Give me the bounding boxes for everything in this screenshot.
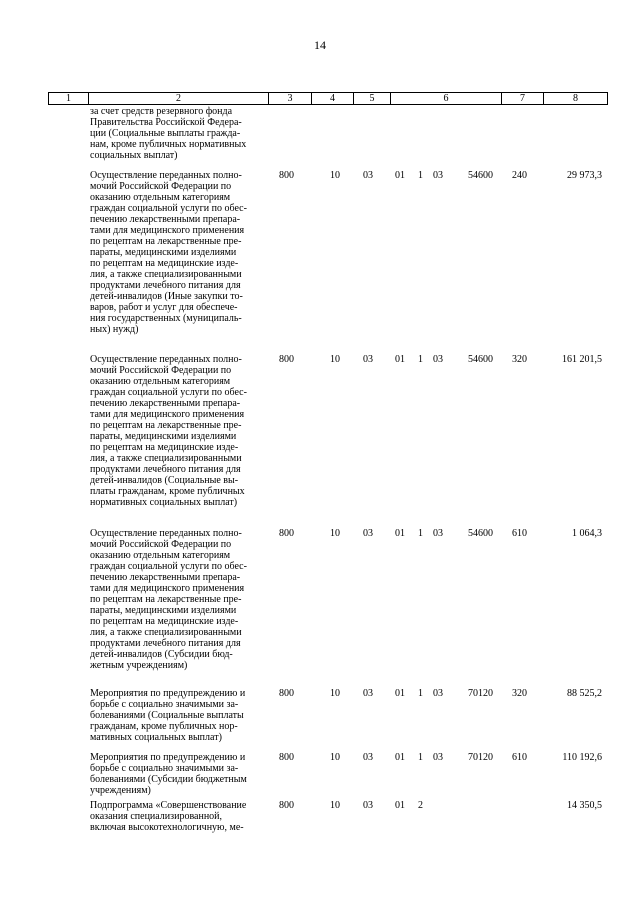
description-line: лия, а также специализированными bbox=[90, 269, 242, 280]
description-line: продуктами лечебного питания для bbox=[90, 464, 241, 475]
description-line: по рецептам на медицинские изде- bbox=[90, 442, 239, 453]
description-line: параты, медицинскими изделиями bbox=[90, 247, 237, 258]
cell-col-6-event: 03 bbox=[433, 528, 443, 539]
description-line: Подпрограмма «Совершенствование bbox=[90, 800, 247, 811]
description-line: по рецептам на лекарственные пре- bbox=[90, 236, 242, 247]
description-line: оказанию отдельным категориям bbox=[90, 192, 231, 203]
row-description bbox=[90, 106, 262, 161]
description-line: печению лекарственными препара- bbox=[90, 214, 241, 225]
cell-col-6-direction: 70120 bbox=[468, 688, 493, 699]
description-line: печению лекарственными препара- bbox=[90, 398, 241, 409]
description-line: граждан социальной услуги по обес- bbox=[90, 203, 247, 214]
cell-col-6-program: 01 bbox=[395, 752, 405, 763]
description-line: по рецептам на медицинские изде- bbox=[90, 616, 239, 627]
description-line: граждан социальной услуги по обес- bbox=[90, 387, 247, 398]
cell-col-6-program: 01 bbox=[395, 170, 405, 181]
cell-col-5: 03 bbox=[363, 354, 373, 365]
description-line: печению лекарственными препара- bbox=[90, 572, 241, 583]
table-header bbox=[48, 92, 608, 105]
description-line: по рецептам на лекарственные пре- bbox=[90, 420, 242, 431]
description-line: продуктами лечебного питания для bbox=[90, 280, 241, 291]
description-line: борьбе с социально значимыми за- bbox=[90, 763, 239, 774]
header-col-7: 7 bbox=[502, 93, 544, 104]
cell-col-8: 14 350,5 bbox=[567, 800, 602, 811]
cell-col-6-event: 03 bbox=[433, 354, 443, 365]
header-col-2: 2 bbox=[89, 93, 269, 104]
cell-col-3: 800 bbox=[279, 688, 294, 699]
cell-col-7: 240 bbox=[512, 170, 527, 181]
cell-col-6-direction: 54600 bbox=[468, 354, 493, 365]
description-line: болеваниями (Социальные выплаты bbox=[90, 710, 244, 721]
cell-col-5: 03 bbox=[363, 752, 373, 763]
description-line: мочий Российской Федерации по bbox=[90, 365, 232, 376]
row-description bbox=[90, 752, 262, 796]
description-line: борьбе с социально значимыми за- bbox=[90, 699, 239, 710]
cell-col-8: 1 064,3 bbox=[572, 528, 602, 539]
cell-col-6-direction: 54600 bbox=[468, 170, 493, 181]
description-line: варов, работ и услуг для обеспече- bbox=[90, 302, 238, 313]
description-line: лия, а также специализированными bbox=[90, 627, 242, 638]
description-line: Мероприятия по предупреждению и bbox=[90, 752, 246, 763]
description-line: граждан социальной услуги по обес- bbox=[90, 561, 247, 572]
cell-col-6-subprogram: 1 bbox=[418, 752, 423, 763]
description-line: за счет средств резервного фонда bbox=[90, 106, 233, 117]
description-line: Правительства Российской Федера- bbox=[90, 117, 242, 128]
cell-col-7: 610 bbox=[512, 752, 527, 763]
header-col-1: 1 bbox=[49, 93, 89, 104]
cell-col-6-subprogram: 1 bbox=[418, 528, 423, 539]
description-line: Осуществление переданных полно- bbox=[90, 170, 242, 181]
cell-col-4: 10 bbox=[330, 800, 340, 811]
description-line: детей-инвалидов (Субсидии бюд- bbox=[90, 649, 233, 660]
cell-col-3: 800 bbox=[279, 170, 294, 181]
cell-col-3: 800 bbox=[279, 752, 294, 763]
description-line: параты, медицинскими изделиями bbox=[90, 605, 237, 616]
cell-col-4: 10 bbox=[330, 688, 340, 699]
cell-col-4: 10 bbox=[330, 170, 340, 181]
header-col-8: 8 bbox=[573, 93, 578, 104]
cell-col-8: 161 201,5 bbox=[562, 354, 602, 365]
description-line: мочий Российской Федерации по bbox=[90, 181, 232, 192]
header-col-5: 5 bbox=[354, 93, 391, 104]
description-line: тами для медицинского применения bbox=[90, 409, 245, 420]
cell-col-4: 10 bbox=[330, 528, 340, 539]
description-line: учреждениям) bbox=[90, 785, 151, 796]
description-line: тами для медицинского применения bbox=[90, 225, 245, 236]
cell-col-6-subprogram: 1 bbox=[418, 170, 423, 181]
cell-col-4: 10 bbox=[330, 354, 340, 365]
description-line: лия, а также специализированными bbox=[90, 453, 242, 464]
row-description bbox=[90, 170, 262, 335]
description-line: болеваниями (Субсидии бюджетным bbox=[90, 774, 247, 785]
row-description bbox=[90, 354, 262, 508]
description-line: включая высокотехнологичную, ме- bbox=[90, 822, 244, 833]
cell-col-5: 03 bbox=[363, 170, 373, 181]
row-description bbox=[90, 688, 262, 743]
header-col-6: 6 bbox=[391, 93, 502, 104]
cell-col-6-direction: 70120 bbox=[468, 752, 493, 763]
cell-col-5: 03 bbox=[363, 688, 373, 699]
description-line: оказанию отдельным категориям bbox=[90, 550, 231, 561]
description-line: Мероприятия по предупреждению и bbox=[90, 688, 246, 699]
description-line: Осуществление переданных полно- bbox=[90, 354, 242, 365]
cell-col-3: 800 bbox=[279, 354, 294, 365]
description-line: продуктами лечебного питания для bbox=[90, 638, 241, 649]
cell-col-8: 110 192,6 bbox=[562, 752, 602, 763]
cell-col-6-subprogram: 1 bbox=[418, 354, 423, 365]
cell-col-7: 320 bbox=[512, 354, 527, 365]
cell-col-6-event: 03 bbox=[433, 752, 443, 763]
row-description bbox=[90, 800, 262, 833]
cell-col-6-subprogram: 2 bbox=[418, 800, 423, 811]
cell-col-5: 03 bbox=[363, 800, 373, 811]
cell-col-7: 320 bbox=[512, 688, 527, 699]
description-line: по рецептам на лекарственные пре- bbox=[90, 594, 242, 605]
description-line: нормативных социальных выплат) bbox=[90, 497, 238, 508]
description-line: ния государственных (муниципаль- bbox=[90, 313, 242, 324]
description-line: оказания специализированной, bbox=[90, 811, 223, 822]
description-line: параты, медицинскими изделиями bbox=[90, 431, 237, 442]
description-line: мативных социальных выплат) bbox=[90, 732, 222, 743]
description-line: нам, кроме публичных нормативных bbox=[90, 139, 247, 150]
cell-col-6-subprogram: 1 bbox=[418, 688, 423, 699]
cell-col-3: 800 bbox=[279, 528, 294, 539]
description-line: Осуществление переданных полно- bbox=[90, 528, 242, 539]
description-line: оказанию отдельным категориям bbox=[90, 376, 231, 387]
cell-col-6-event: 03 bbox=[433, 688, 443, 699]
cell-col-8: 88 525,2 bbox=[567, 688, 602, 699]
cell-col-7: 610 bbox=[512, 528, 527, 539]
description-line: гражданам, кроме публичных нор- bbox=[90, 721, 238, 732]
description-line: ции (Социальные выплаты гражда- bbox=[90, 128, 241, 139]
cell-col-6-program: 01 bbox=[395, 688, 405, 699]
header-col-3: 3 bbox=[269, 93, 312, 104]
description-line: социальных выплат) bbox=[90, 150, 178, 161]
cell-col-6-direction: 54600 bbox=[468, 528, 493, 539]
description-line: детей-инвалидов (Иные закупки то- bbox=[90, 291, 243, 302]
cell-col-5: 03 bbox=[363, 528, 373, 539]
page-number: 14 bbox=[314, 38, 326, 52]
description-line: по рецептам на медицинские изде- bbox=[90, 258, 239, 269]
cell-col-3: 800 bbox=[279, 800, 294, 811]
cell-col-4: 10 bbox=[330, 752, 340, 763]
description-line: жетным учреждениям) bbox=[90, 660, 188, 671]
cell-col-6-program: 01 bbox=[395, 800, 405, 811]
description-line: ных) нужд) bbox=[90, 324, 139, 335]
cell-col-8: 29 973,3 bbox=[567, 170, 602, 181]
cell-col-6-program: 01 bbox=[395, 354, 405, 365]
header-col-4: 4 bbox=[312, 93, 354, 104]
description-line: тами для медицинского применения bbox=[90, 583, 245, 594]
row-description bbox=[90, 528, 262, 671]
description-line: детей-инвалидов (Социальные вы- bbox=[90, 475, 239, 486]
description-line: платы гражданам, кроме публичных bbox=[90, 486, 245, 497]
cell-col-6-program: 01 bbox=[395, 528, 405, 539]
description-line: мочий Российской Федерации по bbox=[90, 539, 232, 550]
cell-col-6-event: 03 bbox=[433, 170, 443, 181]
